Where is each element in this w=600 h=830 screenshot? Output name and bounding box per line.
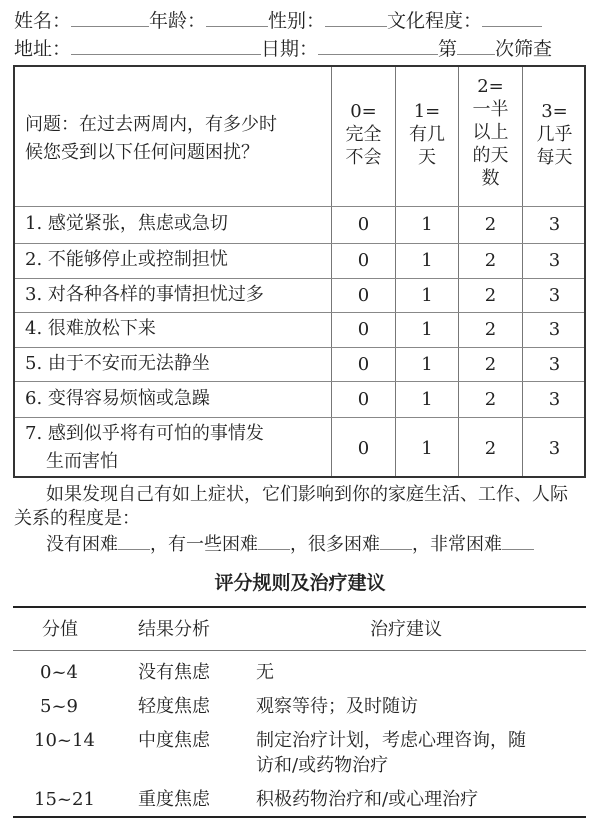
score-option[interactable]: 3 — [548, 319, 561, 340]
row-divider — [15, 347, 584, 348]
scoring-result: 没有焦虑 — [138, 662, 210, 683]
impact-extreme-field[interactable] — [502, 531, 534, 550]
scoring-advice-line2: 访和/或药物治疗 — [256, 755, 389, 776]
scoring-table-top-rule — [13, 606, 586, 608]
date-label: 日期： — [261, 38, 319, 60]
item-number: 6. — [25, 388, 43, 409]
scoring-result: 轻度焦虑 — [138, 696, 210, 717]
item-text: 由于不安而无法静坐 — [47, 353, 210, 374]
column-header-line: 不会 — [345, 147, 382, 168]
column-header-2 — [459, 75, 522, 190]
score-option[interactable]: 2 — [484, 214, 497, 235]
row-divider — [15, 417, 584, 418]
item-text: 变得容易烦恼或急躁 — [47, 388, 210, 409]
scoring-header-result: 结果分析 — [138, 619, 210, 640]
scoring-result: 中度焦虑 — [138, 730, 210, 751]
header-fields-row2 — [14, 36, 552, 61]
row-divider — [15, 312, 584, 313]
impact-much-field[interactable] — [380, 531, 412, 550]
scoring-table-bottom-rule — [13, 816, 586, 818]
screening-suffix: 次筛查 — [495, 38, 553, 60]
score-option[interactable]: 3 — [548, 250, 561, 271]
score-option[interactable]: 0 — [357, 319, 370, 340]
item-text-line2: 生而害怕 — [46, 451, 118, 472]
column-header-1 — [396, 100, 458, 169]
score-option[interactable]: 2 — [484, 438, 497, 459]
column-header-line: 3= — [541, 101, 568, 122]
score-option[interactable]: 1 — [421, 389, 433, 410]
item-text: 对各种各样的事情担忧过多 — [47, 284, 264, 305]
score-option[interactable]: 2 — [484, 354, 497, 375]
column-header-line: 2= — [477, 76, 504, 97]
scoring-range: 15~21 — [34, 789, 95, 810]
scoring-advice: 制定治疗计划，考虑心理咨询，随 — [256, 730, 526, 751]
column-header-line: 几乎 — [536, 124, 573, 145]
score-option[interactable]: 1 — [421, 354, 433, 375]
scoring-header-advice: 治疗建议 — [370, 619, 442, 640]
impact-option-some: ，有一些困难 — [150, 534, 258, 555]
scoring-range: 0~4 — [40, 662, 78, 683]
gender-field[interactable] — [325, 8, 387, 27]
score-option[interactable]: 1 — [421, 250, 433, 271]
column-header-line: 1= — [413, 101, 441, 122]
column-header-line: 有几 — [409, 124, 445, 145]
question-item-5 — [25, 350, 210, 378]
item-text: 很难放松下来 — [47, 318, 156, 339]
education-label: 文化程度： — [387, 10, 483, 32]
scoring-header-range: 分值 — [42, 619, 78, 640]
column-header-0 — [332, 100, 395, 169]
impact-options — [14, 531, 589, 557]
score-option[interactable]: 0 — [357, 354, 370, 375]
scoring-advice: 观察等待；及时随访 — [256, 696, 418, 717]
column-header-line: 以上 — [472, 122, 509, 143]
question-header-line1: 问题：在过去两周内，有多少时 — [25, 114, 277, 135]
score-option[interactable]: 3 — [548, 438, 561, 459]
screening-prefix: 第 — [438, 38, 458, 60]
name-field[interactable] — [71, 8, 149, 27]
question-item-1 — [25, 210, 228, 238]
item-number: 1. — [25, 213, 43, 234]
score-option[interactable]: 2 — [484, 319, 497, 340]
screening-count-field[interactable] — [457, 36, 495, 55]
questionnaire-table — [13, 65, 586, 478]
scoring-range: 10~14 — [34, 730, 95, 751]
impact-line1: 如果发现自己有如上症状，它们影响到你的家庭生活、工作、人际 — [46, 484, 568, 505]
question-item-2 — [25, 246, 228, 274]
impact-option-much: ，很多困难 — [290, 534, 380, 555]
score-option[interactable]: 2 — [484, 285, 497, 306]
question-item-6 — [25, 385, 210, 413]
score-option[interactable]: 3 — [548, 285, 561, 306]
scoring-result: 重度焦虑 — [138, 789, 210, 810]
score-option[interactable]: 1 — [421, 319, 433, 340]
row-divider — [15, 278, 584, 279]
question-item-3 — [25, 281, 264, 309]
item-text: 感觉紧张，焦虑或急切 — [47, 213, 228, 234]
impact-some-field[interactable] — [258, 531, 290, 550]
scoring-advice: 积极药物治疗和/或心理治疗 — [256, 789, 479, 810]
column-header-line: 0= — [350, 101, 377, 122]
row-divider — [15, 381, 584, 382]
score-option[interactable]: 0 — [357, 214, 370, 235]
impact-option-extreme: ，非常困难 — [412, 534, 502, 555]
scoring-advice: 无 — [256, 662, 274, 683]
row-divider — [15, 243, 584, 244]
gender-label: 性别： — [268, 10, 326, 32]
question-item-4 — [25, 315, 156, 343]
question-header-line2: 候您受到以下任何问题困扰？ — [25, 142, 259, 163]
address-field[interactable] — [71, 36, 261, 55]
column-header-line: 一半 — [472, 99, 509, 120]
item-number: 4. — [25, 318, 43, 339]
column-header-3 — [523, 100, 586, 169]
address-label: 地址： — [14, 38, 72, 60]
score-option[interactable]: 0 — [357, 438, 370, 459]
score-option[interactable]: 1 — [421, 285, 433, 306]
education-field[interactable] — [482, 8, 542, 27]
column-header-line: 每天 — [536, 147, 573, 168]
column-header-line: 的天 — [472, 145, 509, 166]
score-option[interactable]: 2 — [484, 250, 497, 271]
scoring-range: 5~9 — [40, 696, 78, 717]
date-field[interactable] — [318, 36, 438, 55]
item-text: 不能够停止或控制担忧 — [47, 249, 228, 270]
age-field[interactable] — [206, 8, 268, 27]
item-number: 2. — [25, 249, 43, 270]
score-option[interactable]: 3 — [548, 389, 561, 410]
name-label: 姓名： — [14, 10, 72, 32]
question-header — [25, 111, 335, 167]
column-header-line: 数 — [481, 168, 500, 189]
column-header-line: 天 — [418, 147, 436, 168]
impact-paragraph — [14, 483, 589, 557]
score-option[interactable]: 2 — [484, 389, 497, 410]
impact-option-none: 没有困难 — [46, 534, 118, 555]
row-divider — [15, 206, 584, 207]
scoring-table-header-rule — [13, 650, 586, 651]
age-label: 年龄： — [149, 10, 207, 32]
score-option[interactable]: 0 — [357, 389, 370, 410]
score-option[interactable]: 0 — [357, 250, 370, 271]
impact-none-field[interactable] — [118, 531, 150, 550]
scoring-title: 评分规则及治疗建议 — [214, 572, 386, 594]
score-option[interactable]: 1 — [421, 214, 433, 235]
item-number: 5. — [25, 353, 43, 374]
score-option[interactable]: 1 — [421, 438, 433, 459]
header-fields-row1 — [14, 8, 542, 33]
question-item-7 — [25, 420, 264, 476]
score-option[interactable]: 0 — [357, 285, 370, 306]
item-text: 感到似乎将有可怕的事情发 — [47, 423, 264, 444]
score-option[interactable]: 3 — [548, 214, 561, 235]
item-number: 3. — [25, 284, 43, 305]
score-option[interactable]: 3 — [548, 354, 561, 375]
column-header-line: 完全 — [345, 124, 382, 145]
item-number: 7. — [25, 423, 43, 444]
impact-line2: 关系的程度是： — [14, 508, 140, 529]
